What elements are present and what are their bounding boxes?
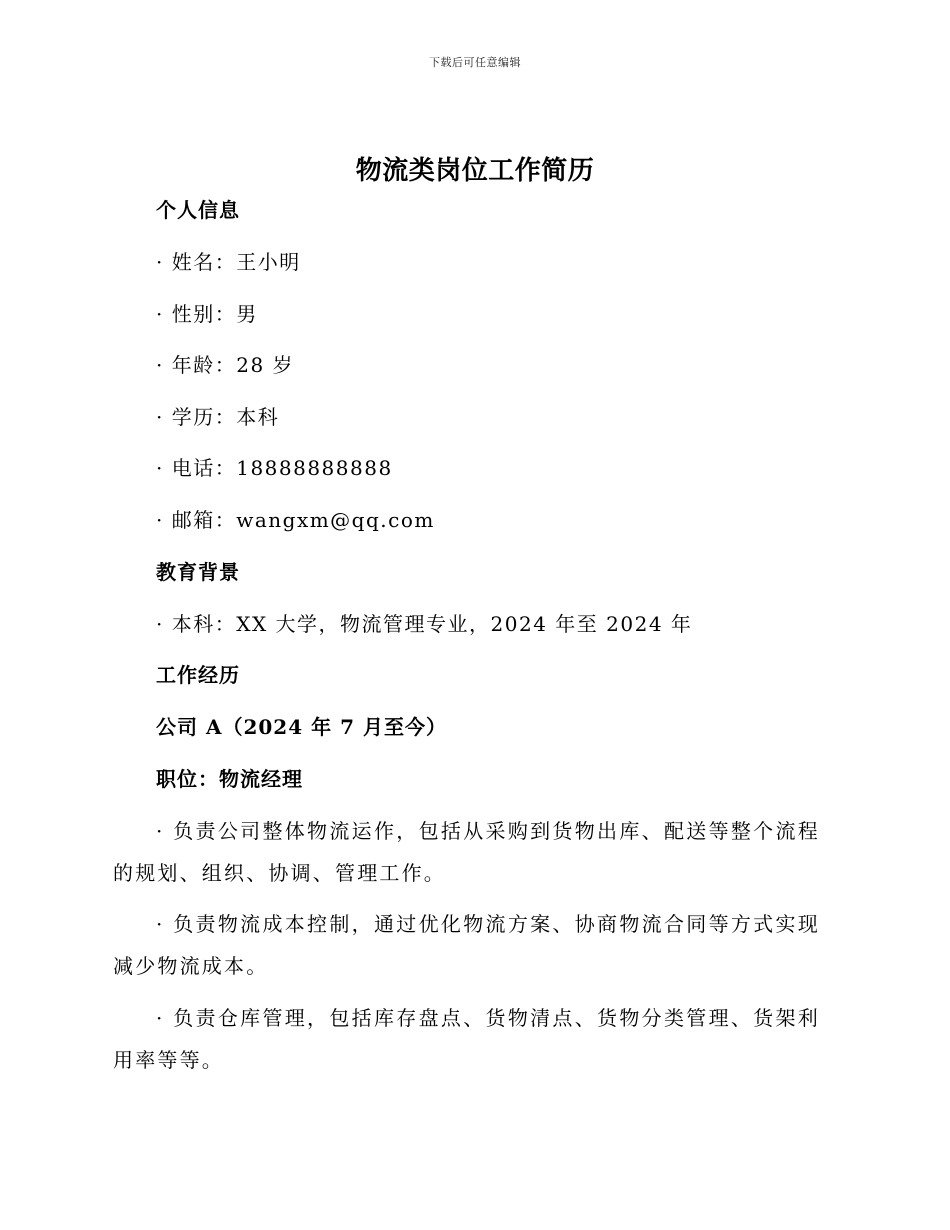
work-position: 职位：物流经理 [156,767,303,791]
section-heading-personal-info: 个人信息 [156,198,240,222]
work-duty-1: · 负责公司整体物流运作，包括从采购到货物出库、配送等整个流程的规划、组织、协调、管理工作。 [113,819,820,885]
info-education-level: · 学历：本科 [156,405,280,429]
info-gender: · 性别：男 [156,302,258,326]
info-age: · 年龄：28 岁 [156,353,295,377]
document-title: 物流类岗位工作简历 [355,156,595,186]
section-heading-education: 教育背景 [156,560,240,584]
page-header-note: 下载后可任意编辑 [429,56,521,69]
info-email: · 邮箱：wangxm@qq.com [156,508,435,532]
section-heading-work: 工作经历 [156,663,240,687]
education-item: · 本科：XX 大学，物流管理专业，2024 年至 2024 年 [156,612,693,636]
work-duty-2: · 负责物流成本控制，通过优化物流方案、协商物流合同等方式实现减少物流成本。 [113,912,820,978]
info-phone: · 电话：18888888888 [156,456,393,480]
work-duty-3: · 负责仓库管理，包括库存盘点、货物清点、货物分类管理、货架利用率等等。 [113,1006,820,1072]
info-name: · 姓名：王小明 [156,250,301,274]
work-company: 公司 A（2024 年 7 月至今） [156,715,447,739]
